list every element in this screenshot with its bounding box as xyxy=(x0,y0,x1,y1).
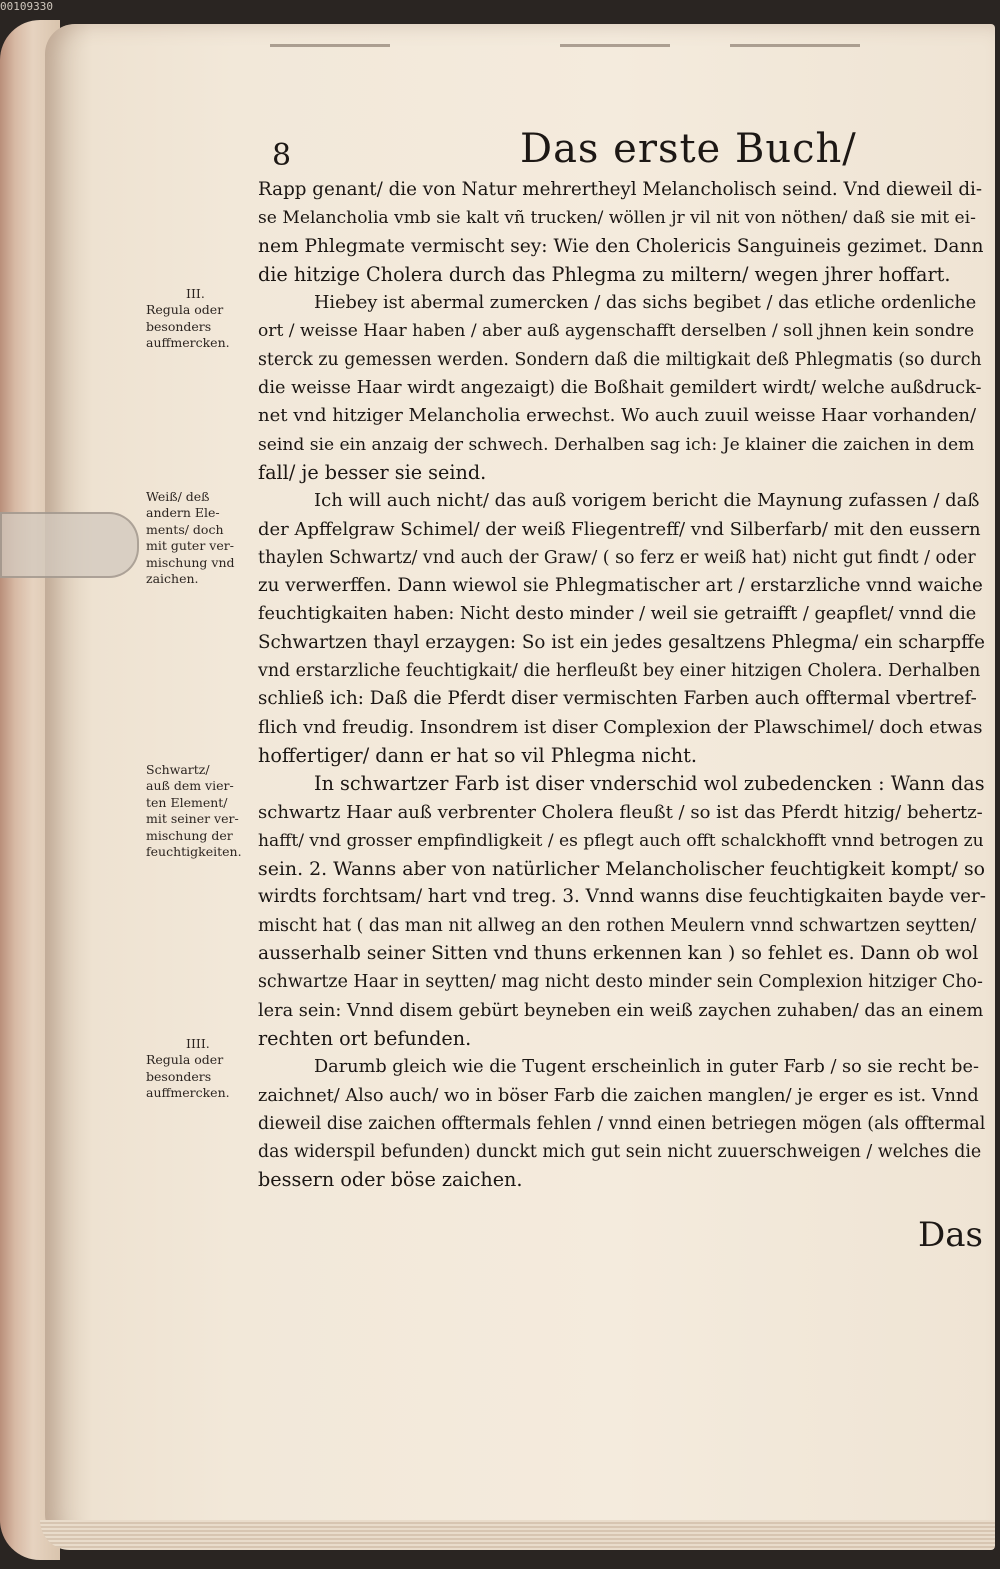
marginal-line: mit guter ver- xyxy=(146,538,234,554)
top-ornament-right xyxy=(730,44,860,47)
marginal-line: mischung der xyxy=(146,827,233,843)
text-line: flich vnd freudig. Insondrem ist diser Complexion der Plawschimel/ doch etwas xyxy=(258,716,983,738)
marginal-line: mischung vnd xyxy=(146,554,235,570)
text-line: hoffertiger/ dann er hat so vil Phlegma nicht. xyxy=(258,743,697,767)
text-line: lera sein: Vnnd disem gebürt beyneben ein weiß zaychen zuhaben/ das an einem xyxy=(258,1000,984,1021)
marginal-line: besonders xyxy=(146,318,212,334)
marginal-line: Regula oder xyxy=(146,1052,224,1068)
text-line: die hitzige Cholera durch das Phlegma zu miltern/ wegen jhrer hoffart. xyxy=(258,262,951,286)
marginal-line: andern Ele- xyxy=(146,505,220,521)
text-line: ort / weisse Haar haben / aber auß aygenschafft derselben / soll jhnen kein sondre xyxy=(258,321,975,342)
text-line: nem Phlegmate vermischt sey: Wie den Cholericis Sanguineis gezimet. Dann xyxy=(258,235,984,257)
marginal-label: III. xyxy=(186,286,205,301)
text-line: fall/ je besser sie seind. xyxy=(258,460,487,484)
marginal-line: ten Element/ xyxy=(146,794,228,810)
marginal-note-1 xyxy=(146,286,256,352)
text-line: Darumb gleich wie die Tugent erscheinlich in guter Farb / so sie recht be- xyxy=(314,1057,979,1078)
text-line: ausserhalb seiner Sitten vnd thuns erkennen kan ) so fehlet es. Dann ob wol xyxy=(258,943,979,965)
text-line: hafft/ vnd grosser empfindligkeit / es pflegt auch offt schalckhofft vnnd betrogen zu xyxy=(258,830,984,851)
text-line: schwartze Haar in seytten/ mag nicht desto minder sein Complexion hitziger Cho- xyxy=(258,972,983,993)
marginal-line: Regula oder xyxy=(146,302,224,318)
text-line: se Melancholia vmb sie kalt vñ trucken/ wöllen jr vil nit von nöthen/ daß sie mit ei- xyxy=(258,208,976,229)
text-line: wirdts forchtsam/ hart vnd treg. 3. Vnnd wanns dise feuchtigkaiten baydе ver- xyxy=(258,886,986,908)
text-line: In schwartzer Farb ist diser vnderschid wol zubedencken : Wann das xyxy=(314,772,985,796)
text-line: zu verwerffen. Dann wiewol sie Phlegmatischer art / erstarzliche vnnd waiche xyxy=(258,575,983,597)
marginal-label: IIII. xyxy=(186,1036,210,1051)
text-line: vnd erstarzliche feuchtigkait/ die herfleußt bey einer hitzigen Cholera. Derhalben xyxy=(258,661,981,682)
page-stack-edge xyxy=(40,1520,995,1550)
page-number: 8 xyxy=(272,138,292,173)
marginal-line: zaichen. xyxy=(146,571,199,587)
marginal-line: besonders xyxy=(146,1068,212,1084)
marginal-note-2 xyxy=(146,489,256,587)
marginal-line: Weiß/ deß xyxy=(146,489,210,504)
marginal-line: mit seiner ver- xyxy=(146,811,239,827)
body-text xyxy=(258,176,986,1195)
marginal-note-4 xyxy=(146,1036,256,1102)
text-line: Schwartzen thayl erzaygen: So ist ein jedes gesaltzens Phlegma/ ein scharpffe xyxy=(258,631,985,653)
text-line: schließ ich: Daß die Pferdt diser vermischten Farben auch offtermal vbertref- xyxy=(258,688,977,710)
running-head: Das erste Buch/ xyxy=(520,126,857,172)
text-line: sterck zu gemessen werden. Sondern daß die miltigkait deß Phlegmatis (so durch xyxy=(258,349,982,370)
top-ornament-left xyxy=(270,44,390,47)
marginal-line: auffmercken. xyxy=(146,335,230,351)
text-line: dieweil dise zaichen offtermals fehlen / vnnd einen betriegen mögen (als offtermal xyxy=(258,1113,986,1134)
text-line: net vnd hitziger Melancholia erwechst. Wo auch zuuil weisse Haar vorhanden/ xyxy=(258,405,977,427)
text-line: bessern oder böse zaichen. xyxy=(258,1168,523,1192)
marginal-line: auß dem vier- xyxy=(146,778,234,794)
text-line: feuchtigkaiten haben: Nicht desto minder / weil sie getraifft / geapflet/ vnnd die xyxy=(258,604,977,625)
clip-marker xyxy=(0,512,139,578)
text-line: rechten ort befunden. xyxy=(258,1026,472,1050)
text-line: der Apffelgraw Schimel/ der weiß Fliegentreff/ vnd Silberfarb/ mit den eussern xyxy=(258,518,981,540)
marginal-line: Schwartz/ xyxy=(146,762,210,777)
text-line: thaylen Schwartz/ vnd auch der Graw/ ( so ferz er weiß hat) nicht gut findt / oder xyxy=(258,547,976,568)
text-line: Ich will auch nicht/ das auß vorigem bericht die Maynung zufassen / daß xyxy=(314,490,980,512)
catchword: Das xyxy=(918,1215,983,1255)
marginal-line: ments/ doch xyxy=(146,521,224,537)
text-line: zaichnet/ Also auch/ wo in böser Farb die zaichen manglen/ je erger es ist. Vnnd xyxy=(258,1085,979,1106)
text-line: das widerspil befunden) dunckt mich gut sein nicht zuuerschweigen / welches die xyxy=(258,1142,982,1163)
top-ornament-center xyxy=(560,44,670,47)
marginal-note-3 xyxy=(146,762,256,860)
text-line: schwartz Haar auß verbrenter Cholera fleußt / so ist das Pferdt hitzig/ behertz- xyxy=(258,801,983,823)
marginal-line: auffmercken. xyxy=(146,1085,230,1101)
text-line: seind sie ein anzaig der schwech. Derhalben sag ich: Je klainer die zaichen in dem xyxy=(258,434,975,455)
text-line: sein. 2. Wanns aber von natürlicher Melancholischer feuchtigkeit kompt/ so xyxy=(258,858,986,881)
marginal-line: feuchtigkeiten. xyxy=(146,844,242,860)
text-line: mischt hat ( das man nit allweg an den rothen Meulern vnnd schwartzen seytten/ xyxy=(258,915,977,936)
text-line: die weisse Haar wirdt angezaigt) die Boßhait gemildert wirdt/ welche außdruck- xyxy=(258,378,982,399)
text-line: Hiebey ist abermal zumercken / das sichs begibet / das etliche ordenliche xyxy=(314,293,977,314)
scan-id-label: 00109330 xyxy=(0,0,53,13)
text-line: Rapp genant/ die von Natur mehrertheyl Melancholisch seind. Vnd dieweil di- xyxy=(258,179,983,200)
